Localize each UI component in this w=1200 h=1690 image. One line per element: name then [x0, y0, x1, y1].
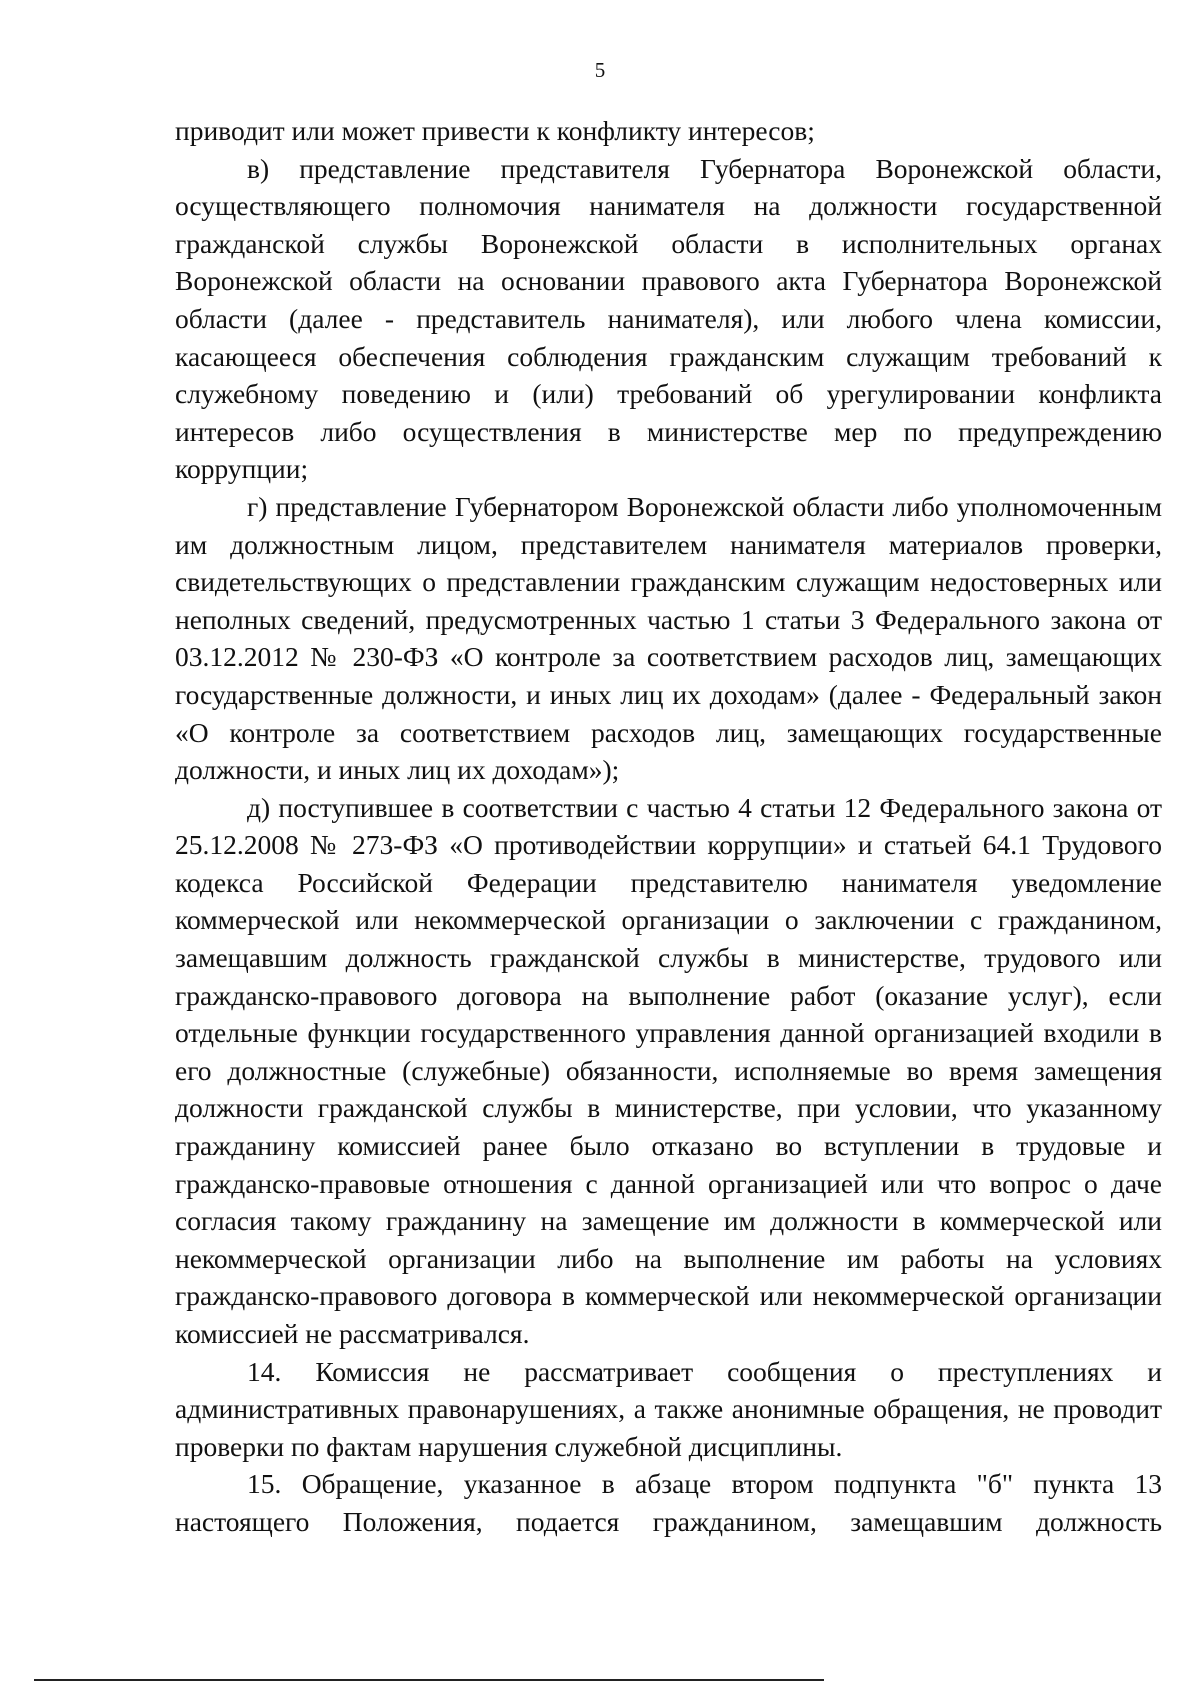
paragraph-continuation: приводит или может привести к конфликту интересов; [175, 115, 815, 146]
page-number: 5 [594, 58, 606, 82]
paragraph-clause-14: 14. Комиссия не рассматривает сообщения о преступлениях и административных правонарушениях, а также анонимные обращения, не проводит проверки по фактам нарушения служебной дисциплины. [175, 1355, 1162, 1462]
paragraph-clause-15: 15. Обращение, указанное в абзаце втором подпункта "б" пункта 13 настоящего Положения, подается гражданином, замещавшим должность [175, 1468, 1162, 1537]
document-body [175, 112, 1162, 1541]
paragraph-item-v: в) представление представителя Губернатора Воронежской области, осуществляющего полномочия нанимателя на должности государственной гражданской службы Воронежской области в исполнительных органах Воронежской области на основании правового акта Губернатора Воронежской области (далее - представитель нанимателя), или любого члена комиссии, касающееся обеспечения соблюдения гражданским служащим требований к служебному поведению и (или) требований об урегулировании конфликта интересов либо осуществления в министерстве мер по предупреждению коррупции; [175, 152, 1162, 485]
paragraph-item-d: д) поступившее в соответствии с частью 4 статьи 12 Федерального закона от 25.12.2008 № 273-ФЗ «О противодействии коррупции» и статьей 64.1 Трудового кодекса Российской Федерации представителю нанимателя уведомление коммерческой или некоммерческой организации о заключении с гражданином, замещавшим должность гражданской службы в министерстве, трудового или гражданско-правового договора на выполнение работ (оказание услуг), если отдельные функции государственного управления данной организацией входили в его должностные (служебные) обязанности, исполняемые во время замещения должности гражданской службы в министерстве, при условии, что указанному гражданину комиссией ранее было отказано во вступлении в трудовые и гражданско-правовые отношения с данной организацией или что вопрос о даче согласия такому гражданину на замещение им должности в коммерческой или некоммерческой организации либо на выполнение им работы на условиях гражданско-правового договора в коммерческой или некоммерческой организации комиссией не рассматривался. [175, 791, 1162, 1349]
page-bottom-rule [34, 1679, 824, 1681]
paragraph-item-g: г) представление Губернатором Воронежской области либо уполномоченным им должностным лицом, представителем нанимателя материалов проверки, свидетельствующих о представлении гражданским служащим недостоверных или неполных сведений, предусмотренных частью 1 статьи 3 Федерального закона от 03.12.2012 № 230-ФЗ «О контроле за соответствием расходов лиц, замещающих государственные должности, и иных лиц их доходам» (далее - Федеральный закон «О контроле за соответствием расходов лиц, замещающих государственные должности, и иных лиц их доходам»); [175, 490, 1162, 786]
